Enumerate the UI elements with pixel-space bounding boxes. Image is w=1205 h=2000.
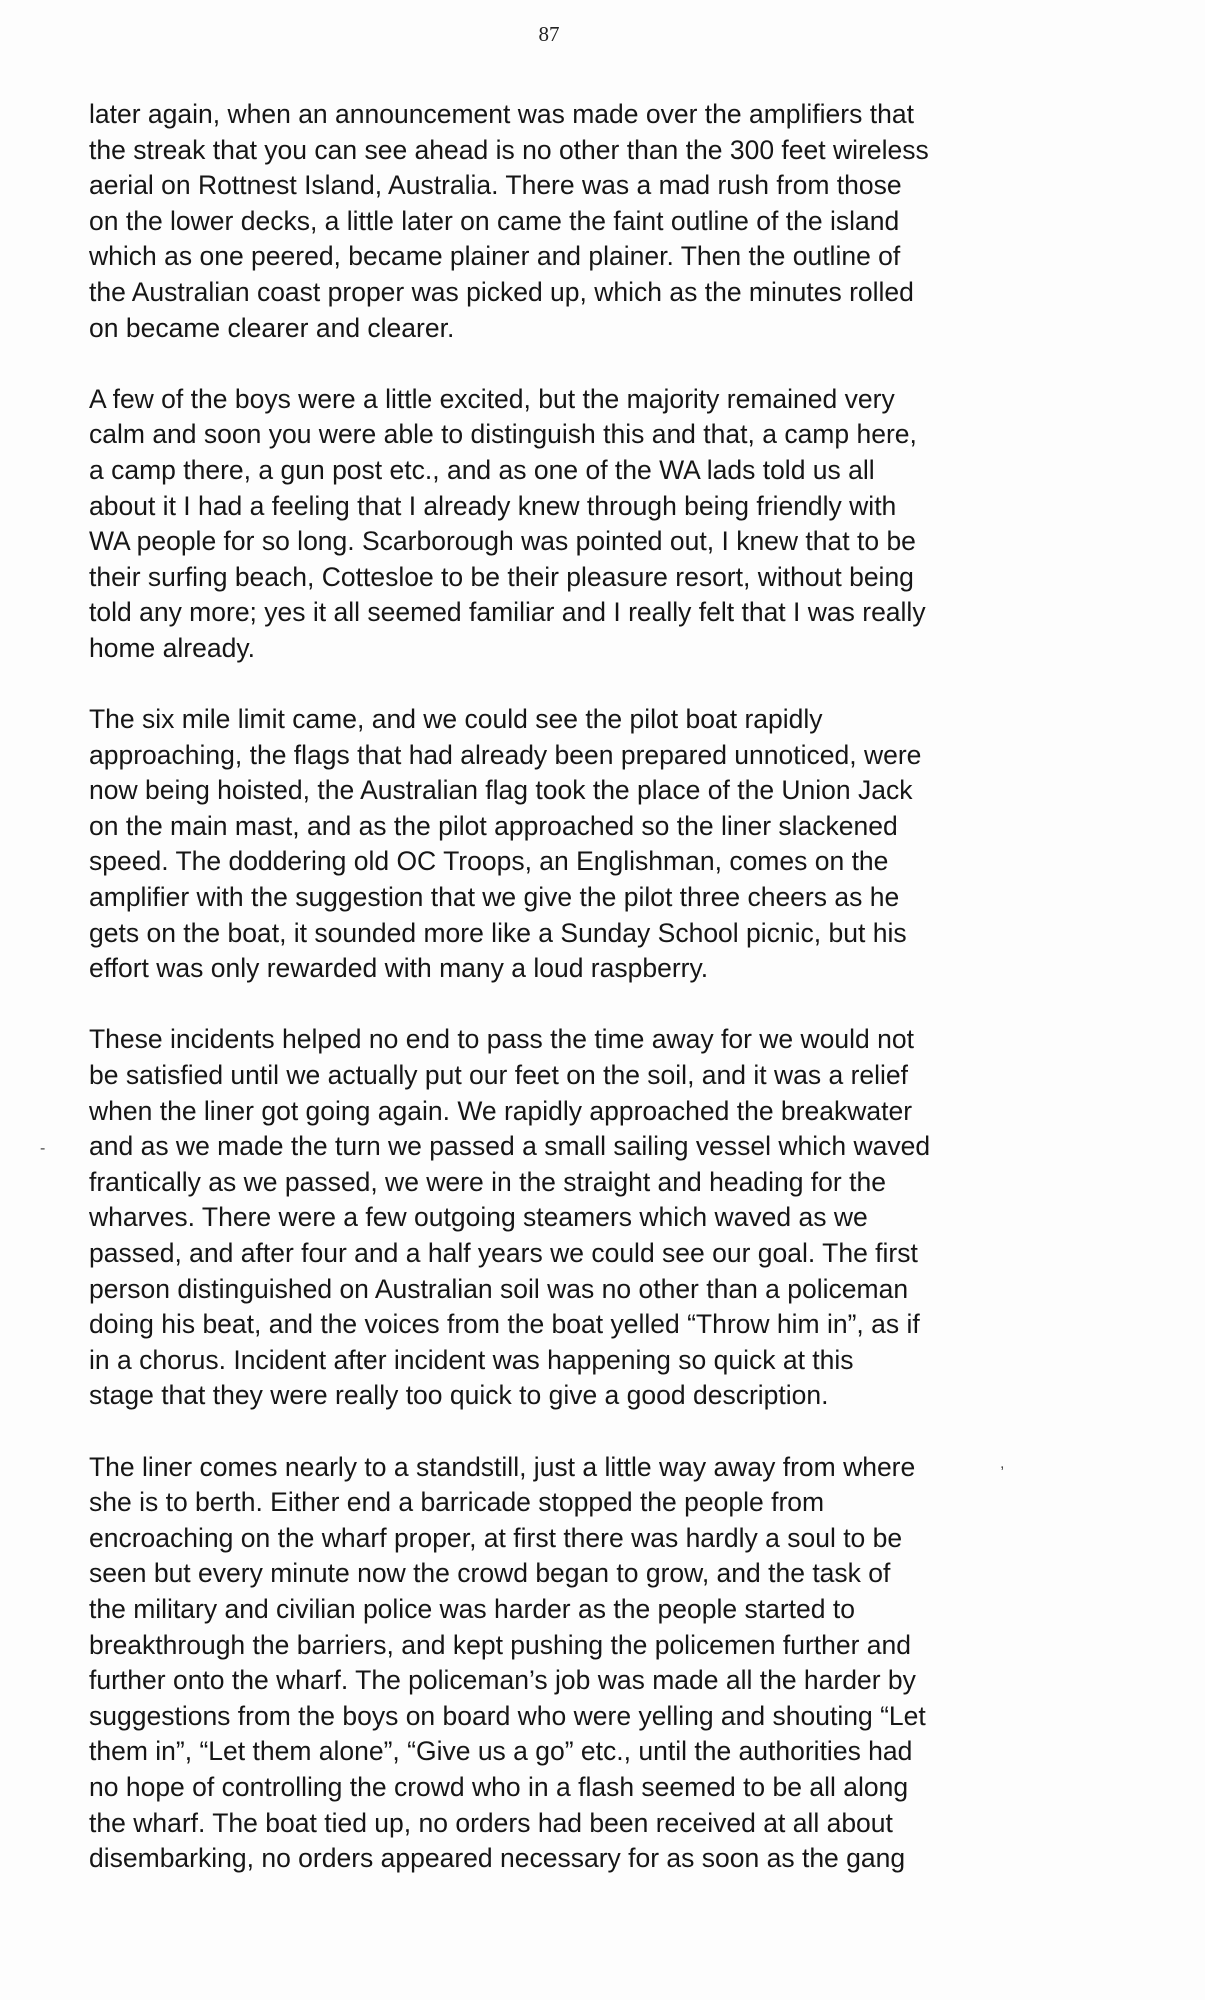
paragraph <box>89 1450 1079 1877</box>
text-line: a camp there, a gun post etc., and as one of the WA lads told us all <box>89 454 875 485</box>
text-line: when the liner got going again. We rapidly approached the breakwater <box>89 1095 913 1126</box>
paragraph <box>89 382 1079 667</box>
text-line: now being hoisted, the Australian flag took the place of the Union Jack <box>89 775 913 806</box>
text-line: frantically as we passed, we were in the straight and heading for the <box>89 1166 886 1197</box>
text-line: wharves. There were a few outgoing steamers which waved as we <box>89 1202 868 1233</box>
text-line: she is to berth. Either end a barricade stopped the people from <box>89 1487 825 1518</box>
text-line: further onto the wharf. The policeman’s job was made all the harder by <box>89 1665 916 1696</box>
text-line: The six mile limit came, and we could see the pilot boat rapidly <box>89 704 823 735</box>
text-line: effort was only rewarded with many a loud raspberry. <box>89 953 709 984</box>
text-line: be satisfied until we actually put our feet on the soil, and it was a relief <box>89 1060 909 1091</box>
text-line: disembarking, no orders appeared necessary for as soon as the gang <box>89 1843 906 1874</box>
text-line: on became clearer and clearer. <box>89 312 455 343</box>
text-line: and as we made the turn we passed a small sailing vessel which waved <box>89 1131 931 1162</box>
text-line: in a chorus. Incident after incident was happening so quick at this <box>89 1344 854 1375</box>
text-line: them in”, “Let them alone”, “Give us a go” etc., until the authorities had <box>89 1736 913 1767</box>
text-line: breakthrough the barriers, and kept pushing the policemen further and <box>89 1629 912 1660</box>
text-line: on the lower decks, a little later on came the faint outline of the island <box>89 205 900 236</box>
text-line: about it I had a feeling that I already knew through being friendly with <box>89 490 897 521</box>
text-line: passed, and after four and a half years we could see our goal. The first <box>89 1238 918 1268</box>
text-line: later again, when an announcement was made over the amplifiers that <box>89 99 914 129</box>
text-line: gets on the boat, it sounded more like a Sunday School picnic, but his <box>89 917 907 948</box>
text-line: calm and soon you were able to distinguish this and that, a camp here, <box>89 419 917 450</box>
text-line: approaching, the flags that had already been prepared unnoticed, were <box>89 739 922 770</box>
text-line: encroaching on the wharf proper, at first there was hardly a soul to be <box>89 1522 903 1553</box>
paragraph <box>89 702 1079 987</box>
text-line: These incidents helped no end to pass the time away for we would not <box>89 1024 914 1055</box>
text-line: the military and civilian police was harder as the people started to <box>89 1593 855 1624</box>
text-line: their surfing beach, Cottesloe to be their pleasure resort, without being <box>89 561 914 592</box>
text-line: the wharf. The boat tied up, no orders had been received at all about <box>89 1807 893 1838</box>
text-line: home already. <box>89 632 255 663</box>
page-number: 87 <box>538 22 560 46</box>
scan-speck-mark: , <box>1000 1455 1005 1472</box>
text-line: told any more; yes it all seemed familiar and I really felt that I was really <box>89 597 926 628</box>
text-line: the streak that you can see ahead is no other than the 300 feet wireless <box>89 134 929 165</box>
paragraph <box>89 1022 1079 1414</box>
text-line: on the main mast, and as the pilot approached so the liner slackened <box>89 810 898 841</box>
paragraph <box>89 97 1079 346</box>
text-line: which as one peered, became plainer and plainer. Then the outline of <box>89 241 901 272</box>
text-line: person distinguished on Australian soil was no other than a policeman <box>89 1273 909 1304</box>
text-line: stage that they were really too quick to give a good description. <box>89 1380 829 1411</box>
text-line: aerial on Rottnest Island, Australia. There was a mad rush from those <box>89 170 902 201</box>
text-line: seen but every minute now the crowd began to grow, and the task of <box>89 1558 891 1589</box>
text-line: the Australian coast proper was picked up, which as the minutes rolled <box>89 276 914 307</box>
text-line: no hope of controlling the crowd who in a flash seemed to be all along <box>89 1771 909 1802</box>
text-line: WA people for so long. Scarborough was pointed out, I knew that to be <box>89 526 916 557</box>
text-line: speed. The doddering old OC Troops, an Englishman, comes on the <box>89 846 889 877</box>
text-line: A few of the boys were a little excited, but the majority remained very <box>89 383 895 414</box>
text-line: suggestions from the boys on board who were yelling and shouting “Let <box>89 1700 926 1731</box>
body-text <box>89 97 1079 1912</box>
text-line: The liner comes nearly to a standstill, just a little way away from where <box>89 1451 916 1482</box>
text-line: doing his beat, and the voices from the boat yelled “Throw him in”, as if <box>89 1309 920 1340</box>
scan-speck-mark: - <box>40 1140 46 1157</box>
text-line: amplifier with the suggestion that we give the pilot three cheers as he <box>89 882 900 913</box>
